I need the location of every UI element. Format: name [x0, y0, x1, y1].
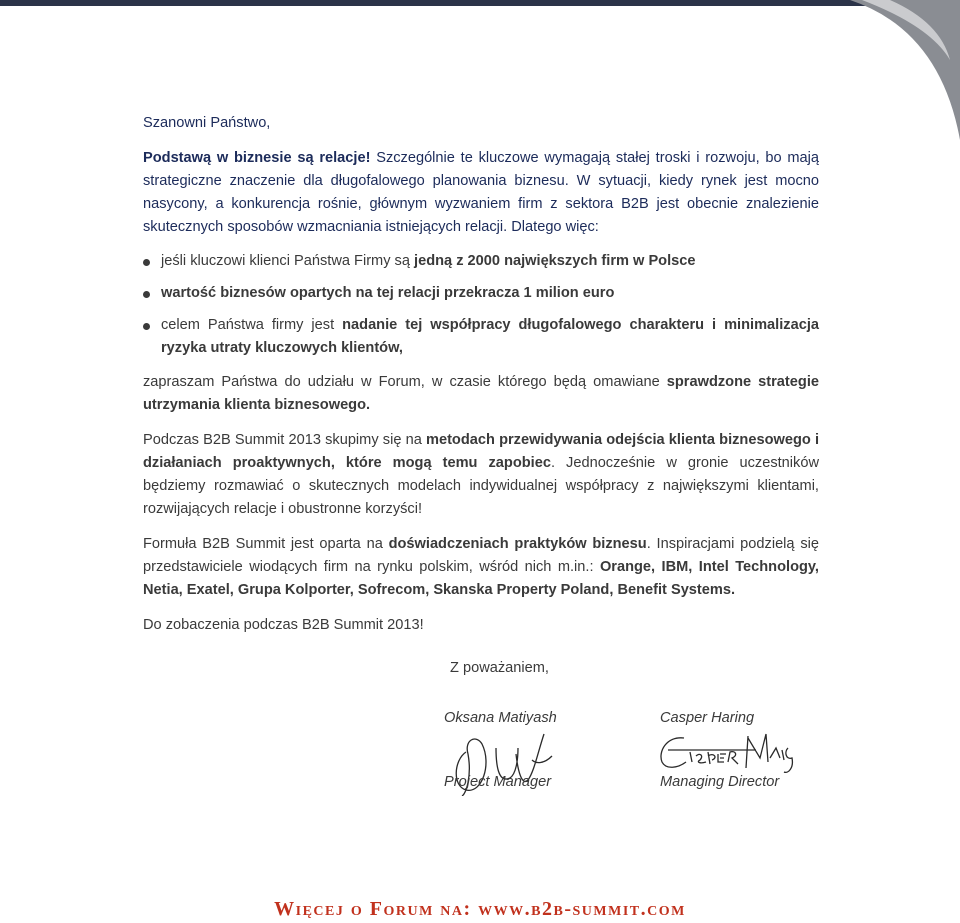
intro-text: Szczególnie te kluczowe wymagają stałej troski i rozwoju, bo mają strategiczne znaczenie dla długofalowego planowania biznesu. W sytuacji, kiedy rynek jest mocno nasycony, a konkurencja rośnie, głównym wyzwaniem firm z sektora B2B jest obecnie znalezienie skutecznych sposobów wzmacniania istniejących relacji. Dlatego więc: — [143, 150, 820, 235]
signature-right-icon — [656, 728, 796, 778]
closing-line: Do zobaczenia podczas B2B Summit 2013! — [143, 617, 424, 633]
summit-paragraph — [143, 429, 819, 521]
bullet-item — [143, 314, 819, 360]
summit-bold: metodach przewidywania odejścia klienta biznesowego i działaniach proaktywnych, które mogą temu zapobiec — [143, 432, 819, 471]
signer-right-name: Casper Haring — [660, 710, 755, 726]
bullet-text: celem Państwa firmy jest — [161, 317, 343, 333]
signer-left-title: Project Manager — [444, 774, 552, 790]
bullet-item — [143, 282, 819, 305]
bullet-item — [143, 250, 819, 273]
greeting: Szanowni Państwo, — [143, 115, 271, 131]
formula-text-2: . Inspiracjami podzielą się przedstawiciele wiodących firm na rynku polskim, wśród nich m.in.: — [143, 536, 819, 575]
closing-salutation: Z poważaniem, — [450, 660, 549, 676]
formula-paragraph — [143, 533, 819, 602]
intro-paragraph — [143, 147, 819, 239]
signer-right-title: Managing Director — [660, 774, 780, 790]
bullet-text: jeśli kluczowi klienci Państwa Firmy są — [161, 253, 415, 269]
letter-body — [143, 112, 819, 637]
summit-text-2: . Jednocześnie w gronie uczestników będziemy rozmawiać o skutecznych modelach indywidualnej współpracy z największymi klientami, rozwijających relacje i obustronne korzyści! — [143, 455, 819, 517]
company-list: Orange, IBM, Intel Technology, Netia, Exatel, Grupa Kolporter, Sofrecom, Skanska Property Poland, Benefit Systems. — [143, 559, 819, 598]
invitation-text: zapraszam Państwa do udziału w Forum, w czasie którego będą omawiane — [143, 374, 667, 390]
intro-lead: Podstawą w biznesie są relacje! — [143, 150, 371, 166]
signer-left-name: Oksana Matiyash — [444, 710, 557, 726]
footer-link[interactable]: Więcej o Forum na: www.b2b-summit.com — [274, 898, 686, 920]
bullet-bold: nadanie tej współpracy długofalowego charakteru i minimalizacja ryzyka utraty kluczowych klientów, — [161, 317, 819, 356]
bullet-bold: wartość biznesów opartych na tej relacji przekracza 1 milion euro — [161, 285, 615, 301]
invitation-paragraph — [143, 371, 819, 417]
invitation-bold: sprawdzone strategie utrzymania klienta biznesowego. — [143, 374, 819, 413]
formula-bold: doświadczeniach praktyków biznesu — [388, 536, 647, 552]
formula-text: Formuła B2B Summit jest oparta na — [143, 536, 389, 552]
summit-text: Podczas B2B Summit 2013 skupimy się na — [143, 432, 426, 448]
bullet-bold: jedną z 2000 największych firm w Polsce — [414, 253, 696, 269]
